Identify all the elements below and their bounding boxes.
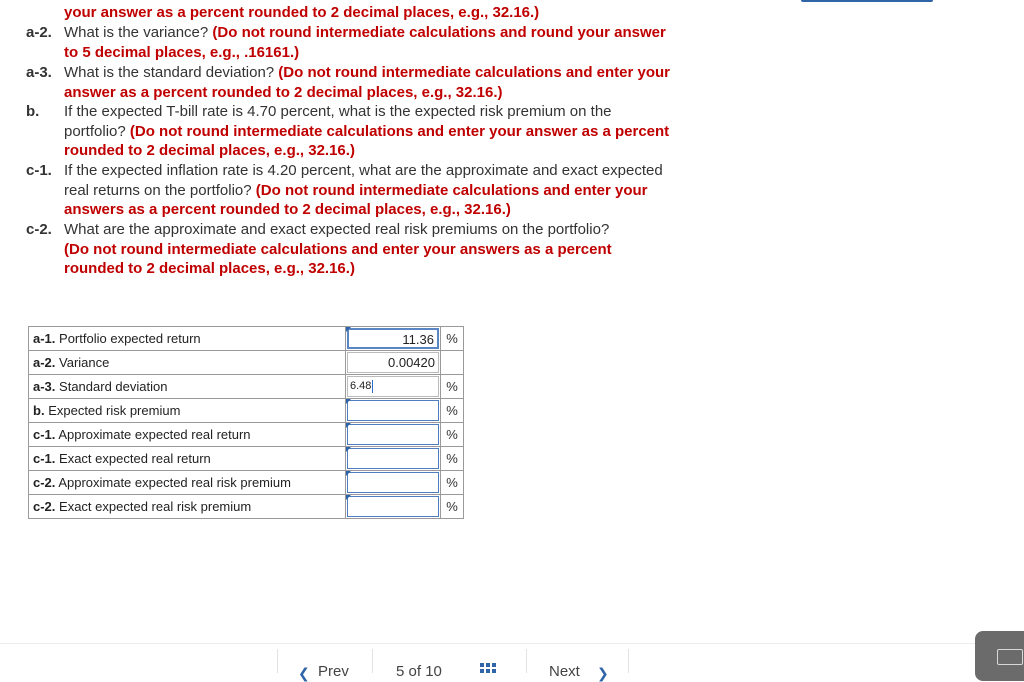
question-label: b. <box>26 103 40 120</box>
exact-real-risk-premium-input[interactable] <box>347 496 439 517</box>
row-prefix: c-2. <box>33 475 56 490</box>
table-row <box>29 399 464 423</box>
expected-risk-premium-input[interactable] <box>347 400 439 421</box>
row-label: Exact expected real risk premium <box>59 499 252 514</box>
question-instruction: (Do not round intermediate calculations and enter your answers as a percent rounded to 2 decimal places, e.g., 32.16.) <box>64 240 612 278</box>
answer-table <box>28 326 464 519</box>
row-label: Approximate expected real risk premium <box>58 475 291 490</box>
flag-icon <box>346 423 351 428</box>
row-prefix: c-1. <box>33 427 56 442</box>
text-caret <box>372 380 373 393</box>
page-indicator <box>396 663 442 680</box>
question-label: c-2. <box>26 221 52 238</box>
table-row <box>29 423 464 447</box>
flag-icon <box>346 471 351 476</box>
question-instruction: (Do not round intermediate calculations and round your answer to 5 decimal places, e.g., .16161.) <box>64 24 666 61</box>
nav-separator <box>372 649 373 673</box>
next-button[interactable]: Next <box>549 663 580 680</box>
flag-icon <box>346 327 351 332</box>
question-text: What is the standard deviation? <box>64 64 275 81</box>
question-text: If the expected T-bill rate is 4.70 percent, what is the expected risk premium on the portfolio? <box>64 103 612 140</box>
chevron-left-icon[interactable]: ❮ <box>298 665 310 681</box>
standard-deviation-input[interactable] <box>347 376 439 397</box>
approximate-real-return-input[interactable] <box>347 424 439 445</box>
page-current: 5 <box>396 663 405 680</box>
unit-label: % <box>441 423 464 447</box>
unit-label: % <box>441 375 464 399</box>
chevron-right-icon[interactable]: ❯ <box>597 665 609 681</box>
unit-label: % <box>441 399 464 423</box>
table-row <box>29 447 464 471</box>
row-prefix: b. <box>33 403 45 418</box>
portfolio-expected-return-input[interactable]: 11.36 <box>347 328 439 349</box>
flag-icon <box>346 447 351 452</box>
question-label: a-3. <box>26 64 52 81</box>
question-text: What are the approximate and exact expected real risk premiums on the portfolio? <box>64 221 610 238</box>
footer-navigation <box>0 645 1024 681</box>
keyboard-button[interactable] <box>975 631 1024 681</box>
row-label: Exact expected real return <box>59 451 211 466</box>
table-row <box>29 351 464 375</box>
question-label: a-2. <box>26 24 52 41</box>
row-prefix: c-1. <box>33 451 56 466</box>
variance-input[interactable]: 0.00420 <box>347 352 439 373</box>
nav-separator <box>277 649 278 673</box>
approximate-real-risk-premium-input[interactable] <box>347 472 439 493</box>
table-row <box>29 471 464 495</box>
page-of: of <box>408 663 422 680</box>
unit-label: % <box>441 471 464 495</box>
table-row <box>29 375 464 399</box>
row-label: Portfolio expected return <box>59 331 201 346</box>
row-prefix: c-2. <box>33 499 56 514</box>
nav-separator <box>526 649 527 673</box>
table-row <box>29 495 464 519</box>
flag-icon <box>346 495 351 500</box>
question-instruction: (Do not round intermediate calculations and enter your answers as a percent rounded to 2 decimal places, e.g., 32.16.) <box>64 181 648 219</box>
unit-label: % <box>441 495 464 519</box>
row-label: Approximate expected real return <box>58 427 251 442</box>
top-tab-indicator <box>801 0 933 2</box>
row-prefix: a-1. <box>33 331 56 346</box>
footer-divider <box>0 643 1024 644</box>
unit-label: % <box>441 327 464 351</box>
unit-label <box>441 351 464 375</box>
row-prefix: a-2. <box>33 355 56 370</box>
unit-label: % <box>441 447 464 471</box>
input-value: 6.48 <box>350 380 372 392</box>
keyboard-icon <box>997 649 1023 665</box>
prev-button[interactable]: Prev <box>318 663 349 680</box>
exact-real-return-input[interactable] <box>347 448 439 469</box>
question-instruction: (Do not round intermediate calculations and enter your answer as a percent rounded to 2 decimal places, e.g., 32.16.) <box>64 64 671 101</box>
question-instruction: (Do not round intermediate calculations and enter your answer as a percent rounded to 2 decimal places, e.g., 32.16.) <box>64 122 670 160</box>
row-label: Expected risk premium <box>48 403 181 418</box>
row-label: Variance <box>59 355 110 370</box>
flag-icon <box>346 399 351 404</box>
row-prefix: a-3. <box>33 379 56 394</box>
page-total: 10 <box>425 663 442 680</box>
question-instruction: your answer as a percent rounded to 2 decimal places, e.g., 32.16.) <box>64 4 540 21</box>
question-label: c-1. <box>26 162 52 179</box>
row-label: Standard deviation <box>59 379 168 394</box>
table-row <box>29 327 464 351</box>
nav-separator <box>628 649 629 673</box>
grid-icon[interactable] <box>480 663 498 673</box>
question-text: What is the variance? <box>64 24 209 41</box>
question-text: If the expected inflation rate is 4.20 percent, what are the approximate and exact expected real returns on the portfolio? <box>64 162 663 199</box>
